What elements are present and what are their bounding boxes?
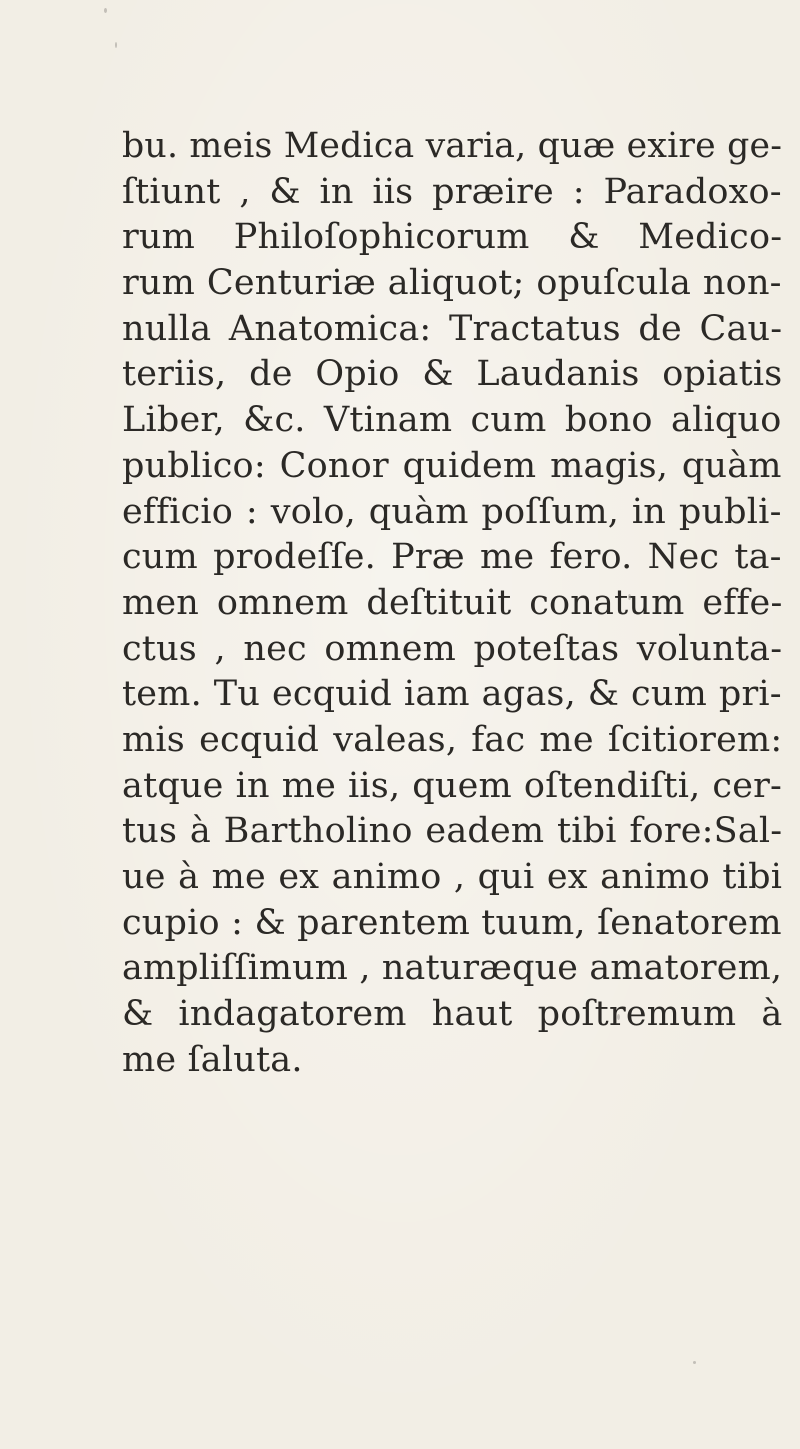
text-line-13: tem. Tu ecquid iam agas, & cum pri- [122, 674, 782, 715]
text-line-19: ampliſſimum , naturæque amatorem, [122, 948, 783, 989]
paper-speck [617, 1014, 620, 1020]
text-line-4: rum Centuriæ aliquot; opuſcula non- [122, 263, 782, 304]
text-line-21: me ſaluta. [122, 1039, 303, 1080]
paper-speck [628, 594, 631, 600]
text-line-17: ue à me ex animo , qui ex animo tibi [122, 857, 783, 897]
text-line-3: rum Philoſophicorum & Medico- [122, 217, 783, 258]
text-line-9: efficio : volo, quàm poſſum, in publi- [122, 491, 782, 532]
text-line-1: bu. meis Medica varia, quæ exire ge- [122, 126, 783, 166]
text-line-11: men omnem deſtituit conatum effe- [122, 582, 783, 623]
text-line-20: & indagatorem haut poſtremum à [122, 994, 783, 1035]
text-line-7: Liber, &c. Vtinam cum bono aliquo [122, 400, 782, 441]
text-line-18: cupio : & parentem tuum, ſenatorem [122, 902, 782, 943]
text-line-16: tus à Bartholino eadem tibi fore:Sal- [122, 811, 783, 852]
text-line-5: nulla Anatomica: Tractatus de Cau- [122, 308, 783, 349]
paper-speck [693, 1361, 696, 1364]
body-text [122, 124, 782, 1083]
text-line-15: atque in me iis, quem oſtendiſti, cer- [122, 765, 783, 806]
text-line-2: ſtiunt , & in iis præire : Paradoxo- [122, 171, 782, 212]
text-line-12: ctus , nec omnem poteſtas volunta- [122, 628, 783, 669]
text-line-6: teriis, de Opio & Laudanis opiatis [122, 354, 783, 395]
paper-speck [115, 42, 117, 48]
text-line-14: mis ecquid valeas, fac me ſcitiorem: [122, 719, 783, 760]
text-line-8: publico: Conor quidem magis, quàm [122, 445, 782, 486]
paper-speck [104, 8, 107, 13]
text-line-10: cum prodeſſe. Præ me fero. Nec ta- [122, 537, 782, 578]
